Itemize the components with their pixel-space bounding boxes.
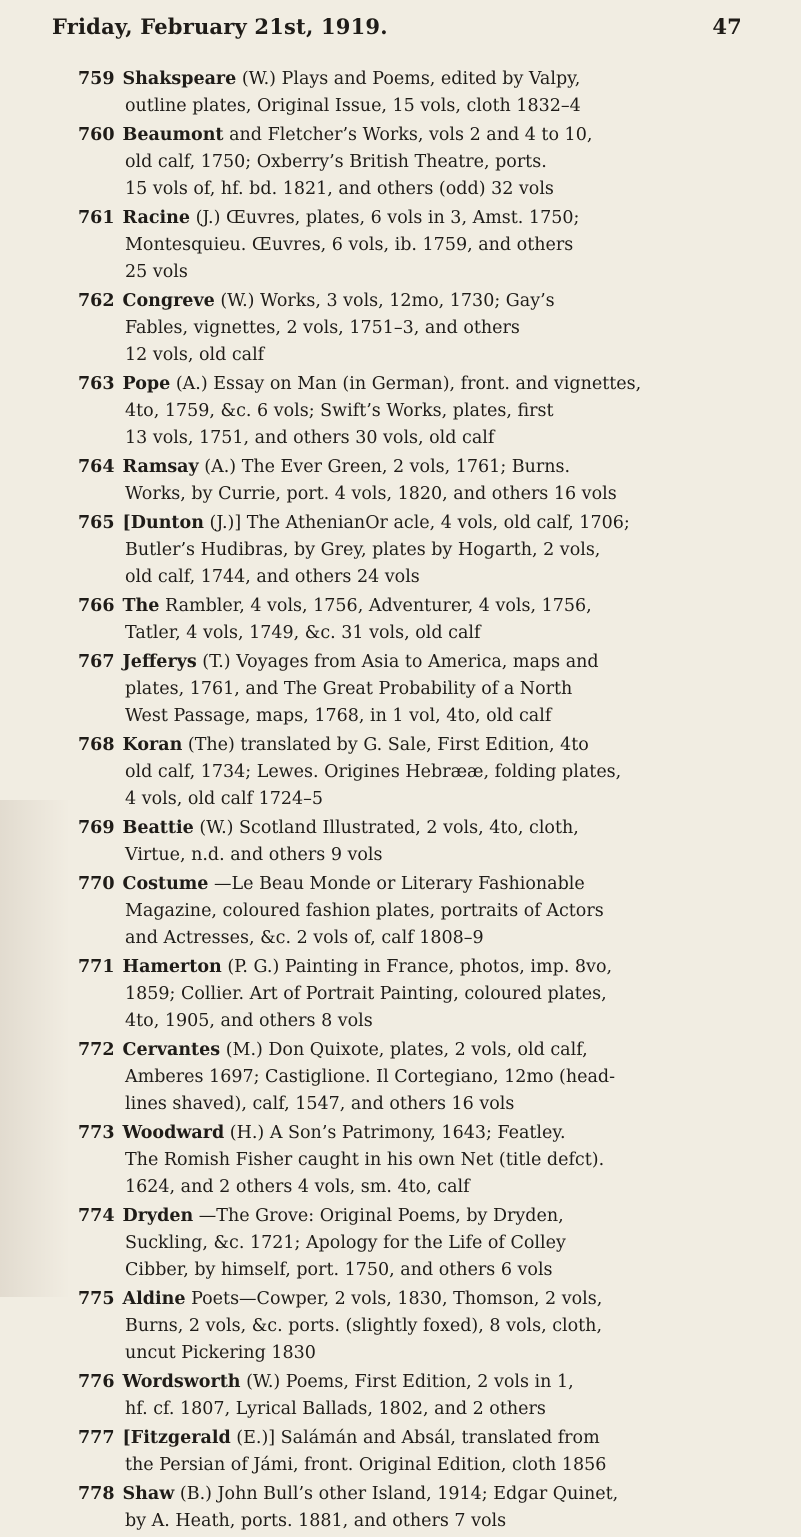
lot-entry [0, 593, 801, 647]
lot-entry [0, 1037, 801, 1118]
lot-text: 1624, and 2 others 4 vols, sm. 4to, calf [125, 1177, 470, 1197]
lot-number: 764 [78, 457, 115, 477]
lot-text: the Persian of Jámi, front. Original Edition, cloth 1856 [125, 1455, 607, 1475]
lot-number: 770 [78, 874, 115, 894]
lot-continuation-line [0, 703, 755, 730]
lot-text: Burns, 2 vols, &c. ports. (slightly foxed), 8 vols, cloth, [125, 1316, 603, 1336]
lot-entry [0, 1120, 801, 1201]
lot-text: Cibber, by himself, port. 1750, and others 6 vols [125, 1260, 553, 1280]
lot-text: and Actresses, &c. 2 vols of, calf 1808–9 [125, 928, 484, 948]
lot-author: Congreve [122, 291, 215, 311]
lot-author: Beattie [122, 818, 194, 838]
lot-first-line [0, 454, 758, 481]
lot-author: Aldine [122, 1289, 186, 1309]
lot-text: and Fletcher’s Works, vols 2 and 4 to 10, [229, 125, 593, 145]
lot-text: (W.) Works, 3 vols, 12mo, 1730; Gay’s [220, 291, 555, 311]
lot-continuation-line [0, 1174, 755, 1201]
lot-text: Poets—Cowper, 2 vols, 1830, Thomson, 2 vols, [191, 1289, 603, 1309]
lot-entry [0, 732, 801, 813]
page-number: 47 [712, 14, 742, 39]
lot-entry [0, 649, 801, 730]
lot-number: 769 [78, 818, 115, 838]
lot-text: Works, by Currie, port. 4 vols, 1820, and others 16 vols [125, 484, 617, 504]
page-header [52, 14, 742, 44]
lot-author: [Dunton [122, 513, 204, 533]
lot-text: (E.)] Salámán and Absál, translated from [236, 1428, 600, 1448]
lot-author: Woodward [122, 1123, 225, 1143]
lot-text: old calf, 1744, and others 24 vols [125, 567, 420, 587]
lot-author: Cervantes [122, 1040, 221, 1060]
lot-entry [0, 205, 801, 286]
lot-text: (J.) Œuvres, plates, 6 vols in 3, Amst. 1750; [195, 208, 580, 228]
lot-text: Tatler, 4 vols, 1749, &c. 31 vols, old calf [125, 623, 481, 643]
lot-number: 766 [78, 596, 115, 616]
lot-text: (A.) The Ever Green, 2 vols, 1761; Burns. [204, 457, 571, 477]
lot-text: 4to, 1759, &c. 6 vols; Swift’s Works, plates, first [125, 401, 554, 421]
lot-text: (M.) Don Quixote, plates, 2 vols, old calf, [225, 1040, 588, 1060]
lot-number: 773 [78, 1123, 115, 1143]
lot-number: 777 [78, 1428, 115, 1448]
lot-continuation-line [0, 620, 755, 647]
lot-author: Shakspeare [122, 69, 237, 89]
lot-text: plates, 1761, and The Great Probability of a North [125, 679, 573, 699]
lot-entry [0, 371, 801, 452]
lot-text: —Le Beau Monde or Literary Fashionable [214, 874, 585, 894]
lot-entry [0, 954, 801, 1035]
lot-first-line [0, 593, 758, 620]
lot-number: 772 [78, 1040, 115, 1060]
lot-entry [0, 510, 801, 591]
lot-first-line [0, 1481, 758, 1508]
lot-entry [0, 1481, 801, 1535]
lot-first-line [0, 815, 758, 842]
lot-continuation-line [0, 1147, 755, 1174]
lot-first-line [0, 510, 758, 537]
lot-entry [0, 66, 801, 120]
lot-number: 760 [78, 125, 115, 145]
lot-author: Shaw [122, 1484, 175, 1504]
lot-continuation-line [0, 259, 755, 286]
lot-text: 4to, 1905, and others 8 vols [125, 1011, 373, 1031]
lot-continuation-line [0, 564, 755, 591]
lot-number: 775 [78, 1289, 115, 1309]
lot-continuation-line [0, 425, 755, 452]
lot-text: Rambler, 4 vols, 1756, Adventurer, 4 vols, 1756, [165, 596, 592, 616]
lot-text: Butler’s Hudibras, by Grey, plates by Hogarth, 2 vols, [125, 540, 601, 560]
lot-first-line [0, 1286, 758, 1313]
lot-author: Dryden [122, 1206, 194, 1226]
lot-number: 774 [78, 1206, 115, 1226]
lot-entry [0, 122, 801, 203]
lot-text: The Romish Fisher caught in his own Net (title defct). [125, 1150, 605, 1170]
lot-text: West Passage, maps, 1768, in 1 vol, 4to, old calf [125, 706, 552, 726]
lot-author: Ramsay [122, 457, 199, 477]
lot-text: (The) translated by G. Sale, First Edition, 4to [187, 735, 589, 755]
lot-continuation-line [0, 537, 755, 564]
lot-continuation-line [0, 176, 755, 203]
lot-first-line [0, 1369, 758, 1396]
lot-entry [0, 815, 801, 869]
lot-author: Beaumont [122, 125, 224, 145]
lot-text: 4 vols, old calf 1724–5 [125, 789, 324, 809]
lot-text: Fables, vignettes, 2 vols, 1751–3, and others [125, 318, 520, 338]
lot-continuation-line [0, 1257, 755, 1284]
lot-number: 767 [78, 652, 115, 672]
lot-author: Pope [122, 374, 171, 394]
lot-text: Magazine, coloured fashion plates, portraits of Actors [125, 901, 604, 921]
lot-text: Suckling, &c. 1721; Apology for the Life of Colley [125, 1233, 566, 1253]
lot-author: Hamerton [122, 957, 222, 977]
lot-number: 771 [78, 957, 115, 977]
lot-continuation-line [0, 1396, 755, 1423]
lot-continuation-line [0, 481, 755, 508]
lot-first-line [0, 871, 758, 898]
lot-author: The [122, 596, 160, 616]
lot-first-line [0, 1425, 758, 1452]
lot-text: old calf, 1750; Oxberry’s British Theatre, ports. [125, 152, 547, 172]
lot-text: (T.) Voyages from Asia to America, maps and [202, 652, 599, 672]
lot-text: 1859; Collier. Art of Portrait Painting, coloured plates, [125, 984, 607, 1004]
lot-text: (W.) Plays and Poems, edited by Valpy, [241, 69, 581, 89]
lot-continuation-line [0, 93, 755, 120]
lot-entry [0, 454, 801, 508]
lot-number: 778 [78, 1484, 115, 1504]
lot-text: (B.) John Bull’s other Island, 1914; Edgar Quinet, [179, 1484, 619, 1504]
lot-continuation-line [0, 149, 755, 176]
lot-entry [0, 1425, 801, 1479]
lot-number: 762 [78, 291, 115, 311]
lot-continuation-line [0, 1452, 755, 1479]
lot-list [0, 66, 801, 1537]
lot-author: Jefferys [122, 652, 197, 672]
lot-author: Costume [122, 874, 209, 894]
lot-number: 761 [78, 208, 115, 228]
lot-first-line [0, 1037, 758, 1064]
lot-number: 759 [78, 69, 115, 89]
lot-first-line [0, 954, 758, 981]
lot-text: Montesquieu. Œuvres, 6 vols, ib. 1759, and others [125, 235, 574, 255]
lot-first-line [0, 205, 758, 232]
lot-continuation-line [0, 759, 755, 786]
lot-text: hf. cf. 1807, Lyrical Ballads, 1802, and 2 others [125, 1399, 546, 1419]
lot-text: 13 vols, 1751, and others 30 vols, old calf [125, 428, 495, 448]
lot-first-line [0, 1203, 758, 1230]
lot-text: 25 vols [125, 262, 188, 282]
lot-continuation-line [0, 1340, 755, 1367]
lot-text: uncut Pickering 1830 [125, 1343, 316, 1363]
lot-first-line [0, 732, 758, 759]
lot-number: 776 [78, 1372, 115, 1392]
lot-continuation-line [0, 898, 755, 925]
header-date: Friday, February 21st, 1919. [52, 14, 388, 39]
lot-text: (H.) A Son’s Patrimony, 1643; Featley. [229, 1123, 566, 1143]
lot-continuation-line [0, 1508, 755, 1535]
lot-number: 768 [78, 735, 115, 755]
lot-continuation-line [0, 925, 755, 952]
lot-entry [0, 1369, 801, 1423]
lot-text: 12 vols, old calf [125, 345, 265, 365]
lot-continuation-line [0, 676, 755, 703]
lot-text: (P. G.) Painting in France, photos, imp. 8vo, [227, 957, 613, 977]
lot-continuation-line [0, 786, 755, 813]
lot-text: 15 vols of, hf. bd. 1821, and others (odd) 32 vols [125, 179, 554, 199]
lot-entry [0, 871, 801, 952]
lot-continuation-line [0, 1230, 755, 1257]
lot-continuation-line [0, 315, 755, 342]
lot-text: (W.) Scotland Illustrated, 2 vols, 4to, cloth, [199, 818, 579, 838]
lot-entry [0, 288, 801, 369]
lot-first-line [0, 649, 758, 676]
lot-continuation-line [0, 1008, 755, 1035]
lot-text: lines shaved), calf, 1547, and others 16 vols [125, 1094, 515, 1114]
lot-first-line [0, 122, 758, 149]
lot-continuation-line [0, 1091, 755, 1118]
lot-continuation-line [0, 1313, 755, 1340]
lot-author: Koran [122, 735, 183, 755]
lot-text: old calf, 1734; Lewes. Origines Hebrææ, folding plates, [125, 762, 622, 782]
lot-first-line [0, 288, 758, 315]
lot-text: (A.) Essay on Man (in German), front. and vignettes, [175, 374, 642, 394]
lot-text: Amberes 1697; Castiglione. Il Cortegiano, 12mo (head- [125, 1067, 616, 1087]
lot-number: 765 [78, 513, 115, 533]
lot-continuation-line [0, 232, 755, 259]
lot-entry [0, 1203, 801, 1284]
lot-text: —The Grove: Original Poems, by Dryden, [198, 1206, 564, 1226]
lot-continuation-line [0, 1064, 755, 1091]
lot-continuation-line [0, 342, 755, 369]
lot-continuation-line [0, 842, 755, 869]
lot-first-line [0, 66, 758, 93]
lot-text: (J.)] The AthenianOr acle, 4 vols, old calf, 1706; [209, 513, 630, 533]
lot-author: [Fitzgerald [122, 1428, 231, 1448]
lot-text: outline plates, Original Issue, 15 vols, cloth 1832–4 [125, 96, 581, 116]
lot-entry [0, 1286, 801, 1367]
lot-first-line [0, 371, 758, 398]
lot-text: by A. Heath, ports. 1881, and others 7 vols [125, 1511, 507, 1531]
lot-first-line [0, 1120, 758, 1147]
lot-author: Racine [122, 208, 190, 228]
lot-text: (W.) Poems, First Edition, 2 vols in 1, [246, 1372, 574, 1392]
lot-continuation-line [0, 398, 755, 425]
lot-number: 763 [78, 374, 115, 394]
lot-continuation-line [0, 981, 755, 1008]
lot-author: Wordsworth [122, 1372, 241, 1392]
lot-text: Virtue, n.d. and others 9 vols [125, 845, 383, 865]
